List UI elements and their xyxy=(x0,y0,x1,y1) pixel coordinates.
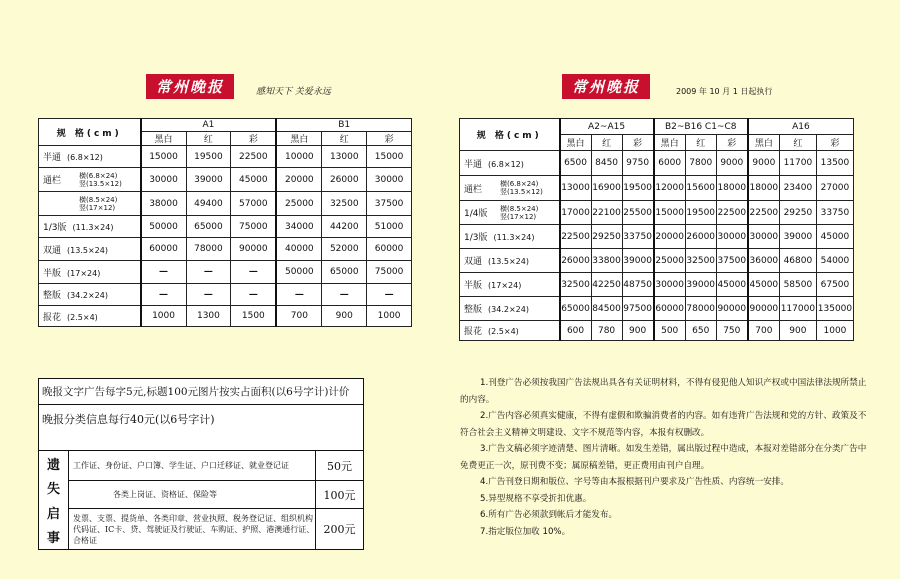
row-size: (11.3×24) xyxy=(72,223,114,232)
price-cell: 650 xyxy=(685,321,716,341)
price-cell: 54000 xyxy=(816,249,853,273)
price-cell: 500 xyxy=(654,321,686,341)
price-cell: — xyxy=(367,284,412,306)
price-cell: 37500 xyxy=(367,192,412,216)
note-item: 7.指定版位加收 10%。 xyxy=(480,526,571,537)
color-header: 彩 xyxy=(231,132,277,146)
price-cell: 600 xyxy=(560,321,592,341)
price-cell: 57000 xyxy=(231,192,277,216)
left-slogan: 感知天下 关爱永远 xyxy=(256,87,331,97)
price-cell: 30000 xyxy=(654,273,686,297)
row-sub-size: 横(8.5×24) xyxy=(500,204,539,213)
row-label xyxy=(39,146,141,168)
lost-item-row: 发票、支票、提货单、各类印章、营业执照、税务登记证、组织机构代码证、IC卡、贷、驾驶证及行驶证、车购证、护照、港澳通行证、合格证 200元 xyxy=(69,509,363,549)
price-cell: 19500 xyxy=(685,201,716,225)
row-size: (13.5×24) xyxy=(488,257,529,266)
classified-box xyxy=(38,378,364,550)
row-name: 通栏 xyxy=(464,184,483,195)
color-header: 红 xyxy=(685,135,716,151)
price-cell: 22500 xyxy=(748,201,780,225)
lost-notice-label: 遗 失 启 事 xyxy=(39,451,69,549)
price-cell: 23400 xyxy=(779,176,816,201)
price-cell: 6000 xyxy=(654,151,686,176)
price-cell: 45000 xyxy=(231,168,277,192)
price-cell: 15600 xyxy=(685,176,716,201)
table-row xyxy=(460,297,854,321)
price-cell: 1300 xyxy=(186,306,231,327)
row-sub-size: 横(6.8×24) xyxy=(79,171,118,180)
price-cell: 45000 xyxy=(716,273,748,297)
row-name: 报花 xyxy=(464,327,483,337)
price-cell: 40000 xyxy=(276,238,322,261)
price-cell: 60000 xyxy=(367,238,412,261)
color-header: 黑白 xyxy=(276,132,322,146)
price-cell: 26000 xyxy=(560,249,592,273)
price-cell: — xyxy=(186,261,231,284)
price-cell: 22100 xyxy=(591,201,622,225)
row-label xyxy=(39,306,141,327)
price-cell: 58500 xyxy=(779,273,816,297)
row-size: (13.5×24) xyxy=(67,245,108,255)
left-rate-table xyxy=(38,118,412,327)
price-cell: 33800 xyxy=(591,249,622,273)
price-cell: 13500 xyxy=(816,151,853,176)
price-cell: 18000 xyxy=(748,176,780,201)
price-cell: 27000 xyxy=(816,176,853,201)
right-logo: 常州晚报 xyxy=(562,74,650,99)
price-cell: 13000 xyxy=(560,176,592,201)
group-header: B1 xyxy=(276,119,411,132)
price-cell: 39000 xyxy=(685,273,716,297)
row-name: 双通 xyxy=(464,257,483,267)
price-cell: 29250 xyxy=(591,225,622,249)
lost-item-price: 50元 xyxy=(315,451,363,480)
note-item: 1.刊登广告必须按我国广告法规出具各有关证明材料，不得有侵犯他人知识产权或中国法律法规所禁止的内容。 xyxy=(460,378,867,405)
price-cell: 700 xyxy=(748,321,780,341)
price-cell: 65000 xyxy=(322,261,367,284)
row-name: 报花 xyxy=(43,312,62,323)
note-item: 6.所有广告必须款到帐后才能发布。 xyxy=(480,510,618,520)
price-cell: 700 xyxy=(276,306,322,327)
price-cell: 65000 xyxy=(186,216,231,238)
price-cell: 52000 xyxy=(322,238,367,261)
note-item: 4.广告刊登日期和版位、字号等由本报根据刊户要求及广告性质、内容统一安排。 xyxy=(480,477,789,487)
table-row xyxy=(460,225,854,249)
price-cell: 26000 xyxy=(322,168,367,192)
price-cell: 1500 xyxy=(231,306,277,327)
group-header: A2~A15 xyxy=(560,119,654,135)
price-cell: 90000 xyxy=(748,297,780,321)
row-size: (11.3×24) xyxy=(493,233,535,242)
color-header: 红 xyxy=(186,132,231,146)
row-label xyxy=(460,321,560,341)
price-cell: 60000 xyxy=(141,238,187,261)
table-row xyxy=(39,238,412,261)
table-row xyxy=(39,261,412,284)
price-cell: 117000 xyxy=(779,297,816,321)
price-cell: 50000 xyxy=(276,261,322,284)
price-cell: 44200 xyxy=(322,216,367,238)
row-name: 1/3版 xyxy=(464,233,488,243)
price-cell: 9000 xyxy=(748,151,780,176)
row-sub-size: 横(6.8×24) xyxy=(500,180,539,188)
table-row xyxy=(460,151,854,176)
color-header: 彩 xyxy=(622,135,654,151)
price-cell: 135000 xyxy=(816,297,853,321)
row-label xyxy=(460,273,560,297)
price-cell: 17000 xyxy=(560,201,592,225)
price-cell: 15000 xyxy=(654,201,686,225)
price-cell: 84500 xyxy=(591,297,622,321)
row-size: (2.5×4) xyxy=(488,327,519,336)
price-cell: 67500 xyxy=(816,273,853,297)
group-header: A1 xyxy=(141,119,277,132)
price-cell: 65000 xyxy=(560,297,592,321)
row-size: (2.5×4) xyxy=(67,312,98,322)
color-header: 黑白 xyxy=(748,135,780,151)
price-cell: 30000 xyxy=(748,225,780,249)
price-cell: 48750 xyxy=(622,273,654,297)
row-label xyxy=(460,249,560,273)
price-cell: — xyxy=(231,284,277,306)
price-cell: 9000 xyxy=(716,151,748,176)
row-label xyxy=(39,192,141,216)
row-label xyxy=(39,168,141,192)
row-label xyxy=(460,225,560,249)
table-row xyxy=(39,306,412,327)
row-label xyxy=(460,201,560,225)
price-cell: 9750 xyxy=(622,151,654,176)
price-cell: 39000 xyxy=(779,225,816,249)
row-label xyxy=(39,216,141,238)
price-cell: 11700 xyxy=(779,151,816,176)
color-header: 彩 xyxy=(816,135,853,151)
price-cell: 29250 xyxy=(779,201,816,225)
price-cell: — xyxy=(322,284,367,306)
price-cell: 900 xyxy=(622,321,654,341)
price-cell: 18000 xyxy=(716,176,748,201)
row-sub-size: 竖(13.5×12) xyxy=(79,179,122,188)
row-size: (34.2×24) xyxy=(488,305,529,314)
row-label xyxy=(460,176,560,201)
price-cell: 15000 xyxy=(141,146,187,168)
classified-info-line: 晚报分类信息每行40元(以6号字计) xyxy=(39,405,363,451)
row-sub-size: 竖(13.5×12) xyxy=(500,188,543,196)
price-cell: — xyxy=(141,261,187,284)
left-logo: 常州晚报 xyxy=(146,74,234,99)
price-cell: — xyxy=(276,284,322,306)
price-cell: 34000 xyxy=(276,216,322,238)
price-cell: 7800 xyxy=(685,151,716,176)
price-cell: 25500 xyxy=(622,201,654,225)
price-cell: 78000 xyxy=(685,297,716,321)
row-size: (6.8×12) xyxy=(67,153,103,162)
lost-item-price: 100元 xyxy=(315,481,363,508)
price-cell: 30000 xyxy=(367,168,412,192)
group-header: B2~B16 C1~C8 xyxy=(654,119,748,135)
spec-header: 规 格(cm) xyxy=(39,119,141,146)
color-header: 黑白 xyxy=(141,132,187,146)
row-label xyxy=(460,297,560,321)
row-label xyxy=(39,261,141,284)
table-row xyxy=(460,321,854,341)
row-name: 整版 xyxy=(43,291,62,301)
price-cell: — xyxy=(231,261,277,284)
price-cell: 1000 xyxy=(367,306,412,327)
price-cell: 49400 xyxy=(186,192,231,216)
price-cell: 780 xyxy=(591,321,622,341)
price-cell: 19500 xyxy=(622,176,654,201)
price-cell: 10000 xyxy=(276,146,322,168)
row-name: 半版 xyxy=(43,268,62,279)
price-cell: 33750 xyxy=(816,201,853,225)
table-row xyxy=(39,146,412,168)
color-header: 黑白 xyxy=(654,135,686,151)
note-item: 5.异型规格不享受折扣优惠。 xyxy=(480,493,592,504)
color-header: 红 xyxy=(322,132,367,146)
row-name: 整版 xyxy=(464,305,483,315)
price-cell: — xyxy=(186,284,231,306)
price-cell: 97500 xyxy=(622,297,654,321)
price-cell: 1000 xyxy=(141,306,187,327)
spec-header: 规 格(cm) xyxy=(460,119,560,151)
row-size: (17×24) xyxy=(67,268,101,278)
price-cell: 19500 xyxy=(186,146,231,168)
row-name: 1/3版 xyxy=(43,223,67,233)
price-cell: 60000 xyxy=(654,297,686,321)
price-cell: 20000 xyxy=(276,168,322,192)
price-cell: 32500 xyxy=(322,192,367,216)
row-sub-size: 横(8.5×24) xyxy=(79,195,118,204)
table-row xyxy=(460,249,854,273)
price-cell: 38000 xyxy=(141,192,187,216)
price-cell: 12000 xyxy=(654,176,686,201)
price-cell: 20000 xyxy=(654,225,686,249)
row-name: 1/4版 xyxy=(464,209,488,219)
row-size: (6.8×12) xyxy=(488,159,524,169)
table-row xyxy=(460,201,854,225)
table-row xyxy=(460,273,854,297)
price-cell: 45000 xyxy=(748,273,780,297)
price-cell: 22500 xyxy=(231,146,277,168)
note-item: 2.广告内容必须真实健康，不得有虚假和欺骗消费者的内容。如有违背广告法规和党的方针、政策及不符合社会主义精神文明建设、文字不规范等内容，本报有权删改。 xyxy=(460,411,867,438)
price-cell: 78000 xyxy=(186,238,231,261)
row-name: 通栏 xyxy=(43,176,62,186)
price-cell: 26000 xyxy=(685,225,716,249)
classified-rate-line: 晚报文字广告每字5元,标题100元图片按实占面积(以6号字计)计价 xyxy=(39,379,363,405)
lost-item-price: 200元 xyxy=(315,509,363,549)
table-row xyxy=(460,176,854,201)
price-cell: 32500 xyxy=(685,249,716,273)
color-header: 黑白 xyxy=(560,135,592,151)
price-cell: 16900 xyxy=(591,176,622,201)
price-cell: 30000 xyxy=(141,168,187,192)
price-cell: 13000 xyxy=(322,146,367,168)
row-name: 半通 xyxy=(43,153,62,163)
color-header: 红 xyxy=(591,135,622,151)
price-cell: 32500 xyxy=(560,273,592,297)
price-cell: 33750 xyxy=(622,225,654,249)
row-size: (17×24) xyxy=(488,281,522,290)
price-cell: 51000 xyxy=(367,216,412,238)
table-row xyxy=(39,168,412,192)
price-cell: 750 xyxy=(716,321,748,341)
price-cell: 6500 xyxy=(560,151,592,176)
price-cell: 22500 xyxy=(716,201,748,225)
color-header: 彩 xyxy=(367,132,412,146)
price-cell: 1000 xyxy=(816,321,853,341)
price-cell: 25000 xyxy=(276,192,322,216)
row-sub-size: 竖(17×12) xyxy=(500,212,537,221)
price-cell: 39000 xyxy=(186,168,231,192)
row-name: 双通 xyxy=(43,245,62,256)
price-cell: 45000 xyxy=(816,225,853,249)
row-label xyxy=(39,238,141,261)
row-size: (34.2×24) xyxy=(67,291,108,300)
price-cell: 90000 xyxy=(231,238,277,261)
price-cell: 30000 xyxy=(716,225,748,249)
price-cell: 900 xyxy=(779,321,816,341)
table-row xyxy=(39,192,412,216)
table-row xyxy=(39,216,412,238)
lost-item-row: 工作证、身份证、户口簿、学生证、户口迁移证、就业登记证 50元 xyxy=(69,451,363,481)
table-row xyxy=(39,284,412,306)
price-cell: 37500 xyxy=(716,249,748,273)
price-cell: 90000 xyxy=(716,297,748,321)
group-header: A16 xyxy=(748,119,854,135)
terms-notes xyxy=(460,375,870,540)
price-cell: 900 xyxy=(322,306,367,327)
effective-date: 2009 年 10 月 1 日起执行 xyxy=(676,87,773,96)
price-cell: 39000 xyxy=(622,249,654,273)
price-cell: 36000 xyxy=(748,249,780,273)
right-rate-table xyxy=(459,118,854,341)
note-item: 3.广告文稿必须字迹清楚、图片清晰。如发生差错，属出版过程中造成，本报对差错部分在分类广告中免费更正一次，原刊费不变；属原稿差错，更正费用由刊户自理。 xyxy=(460,444,867,471)
row-name: 半版 xyxy=(464,281,483,291)
price-cell: 25000 xyxy=(654,249,686,273)
row-label xyxy=(460,151,560,176)
price-cell: 75000 xyxy=(367,261,412,284)
price-cell: — xyxy=(141,284,187,306)
row-name: 半通 xyxy=(464,159,483,170)
price-cell: 22500 xyxy=(560,225,592,249)
lost-item-row: 各类上岗证、资格证、保险等 100元 xyxy=(69,481,363,509)
row-sub-size: 竖(17×12) xyxy=(79,203,116,212)
price-cell: 42250 xyxy=(591,273,622,297)
color-header: 彩 xyxy=(716,135,748,151)
price-cell: 8450 xyxy=(591,151,622,176)
row-label xyxy=(39,284,141,306)
price-cell: 15000 xyxy=(367,146,412,168)
price-cell: 75000 xyxy=(231,216,277,238)
price-cell: 46800 xyxy=(779,249,816,273)
price-cell: 50000 xyxy=(141,216,187,238)
color-header: 红 xyxy=(779,135,816,151)
